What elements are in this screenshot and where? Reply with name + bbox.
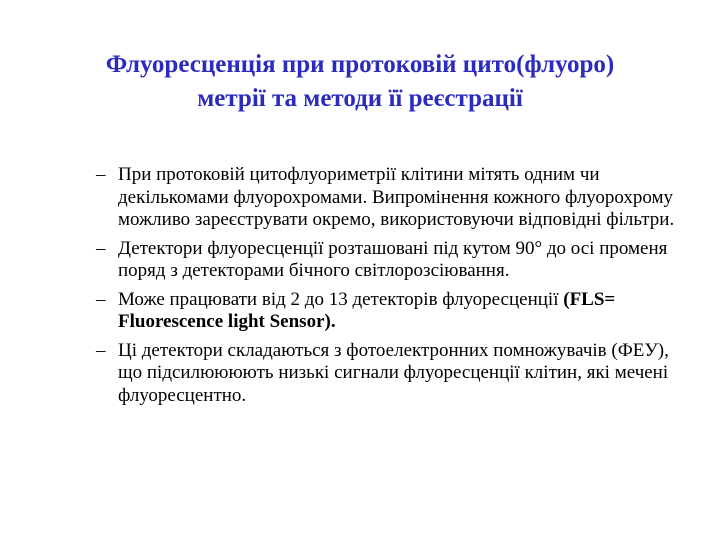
slide-title-line-2: метрії та методи її реєстрації: [197, 85, 523, 112]
bullet-item: [96, 238, 686, 283]
bullet-dash: –: [96, 288, 106, 310]
bullet-dash: –: [96, 339, 106, 361]
bullet-text: Ці детектори складаються з фотоелектронних помножувачів (ФЕУ), що підсилюююють низькі сигнали флуоресценції клітин, які мечені флуоресцентно.: [118, 339, 669, 406]
bullet-text: При протоковій цитофлуориметрії клітини мітять одним чи декількомами флуорохромами. Випромінення кожного флуорохрому можливо зареєструвати окремо, використовуючи відповідні фільтри.: [118, 164, 675, 230]
bullet-list: [96, 164, 686, 413]
bullet-bold-text: (FLS= Fluorescence light Sensor).: [118, 288, 616, 332]
bullet-item: [96, 289, 686, 334]
bullet-text: Детектори флуоресценції розташовані під кутом 90° до осі променя поряд з детекторами бічного світлорозсіювання.: [118, 237, 668, 281]
slide-title: [40, 48, 680, 116]
bullet-item: [96, 340, 686, 408]
bullet-text: Може працювати від 2 до 13 детекторів флуоресценції: [118, 288, 564, 310]
bullet-dash: –: [96, 237, 106, 259]
slide-title-line-1: Флуоресценція при протоковій цито(флуоро): [105, 51, 615, 78]
bullet-dash: –: [96, 164, 106, 185]
bullet-text-wrapper: [118, 289, 686, 334]
bullet-item: [96, 164, 686, 232]
